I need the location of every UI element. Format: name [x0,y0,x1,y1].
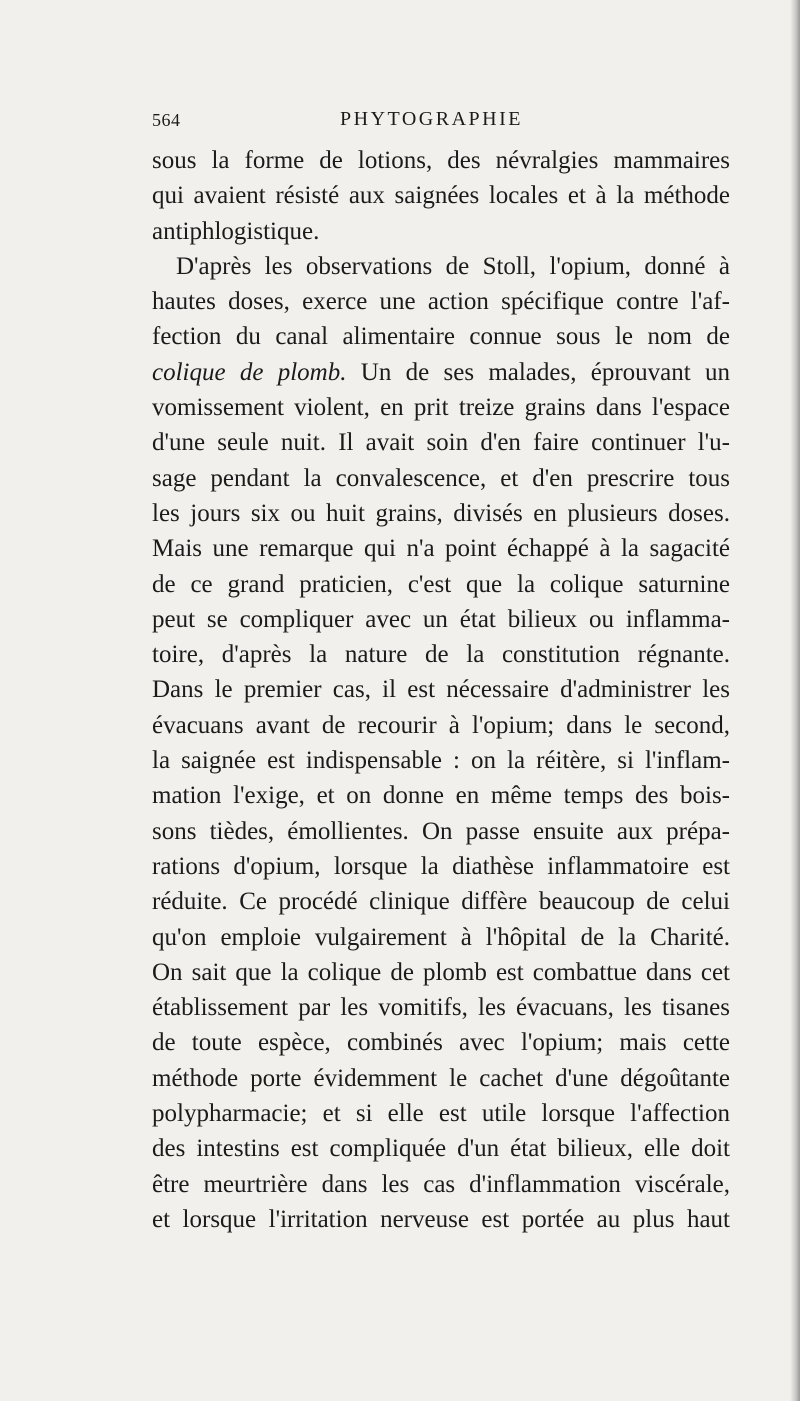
page-number: 564 [152,110,181,130]
page-edge-shadow [790,0,800,1401]
text-line: la saignée est indispensable : on la réitère, si l'inflam- [152,747,730,775]
text-line: sons tièdes, émollientes. On passe ensuite aux prépa- [152,817,730,845]
text-line: établissement par les vomitifs, les évacuans, les tisanes [152,994,730,1022]
text-line: toire, d'après la nature de la constitution régnante. [152,641,730,669]
text-line: fection du canal alimentaire connue sous le nom de [152,323,730,351]
text-line [152,355,730,390]
text-line: de ce grand praticien, c'est que la colique saturnine [152,570,730,598]
text-line: être meurtrière dans les cas d'inflammation viscérale, [152,1170,730,1198]
text-line: et lorsque l'irritation nerveuse est portée au plus haut [152,1205,730,1233]
text-line: mation l'exige, et on donne en même temps des bois- [152,782,730,810]
text-line: polypharmacie; et si elle est utile lorsque l'affection [152,1100,730,1128]
text-line: évacuans avant de recourir à l'opium; dans le second, [152,711,730,739]
text-line: d'une seule nuit. Il avait soin d'en faire continuer l'u- [152,429,730,457]
text-line: sous la forme de lotions, des névralgies mammaires [152,147,730,174]
text-line: réduite. Ce procédé clinique diffère beaucoup de celui [152,888,730,916]
running-title: PHYTOGRAPHIE [340,108,523,130]
page-header [152,108,730,138]
text-line: des intestins est compliquée d'un état bilieux, elle doit [152,1135,730,1163]
text-line: peut se compliquer avec un état bilieux ou inflamma- [152,605,730,633]
text-line: méthode porte évidemment le cachet d'une dégoûtante [152,1064,730,1092]
text-line-rest: Un de ses malades, éprouvant un [346,358,730,386]
text-line: hautes doses, exerce une action spécifique contre l'af- [152,288,730,316]
text-line: les jours six ou huit grains, divisés en plusieurs doses. [152,499,730,527]
text-line: vomissement violent, en prit treize grains dans l'espace [152,394,730,422]
text-line: qu'on emploie vulgairement à l'hôpital de la Charité. [152,923,730,951]
text-line: On sait que la colique de plomb est combattue dans cet [152,958,730,986]
text-line: D'après les observations de Stoll, l'opium, donné à [176,252,730,280]
text-line: antiphlogistique. [152,217,320,245]
text-line: rations d'opium, lorsque la diathèse inflammatoire est [152,852,730,880]
text-line: Dans le premier cas, il est nécessaire d'administrer les [152,676,730,704]
text-line: de toute espèce, combinés avec l'opium; mais cette [152,1029,730,1057]
body-text [152,143,730,1237]
text-line: sage pendant la convalescence, et d'en prescrire tous [152,464,730,492]
text-line: Mais une remarque qui n'a point échappé à la sagacité [152,535,730,563]
text-line: qui avaient résisté aux saignées locales et à la méthode [152,182,730,210]
italic-term: colique de plomb. [152,358,347,386]
